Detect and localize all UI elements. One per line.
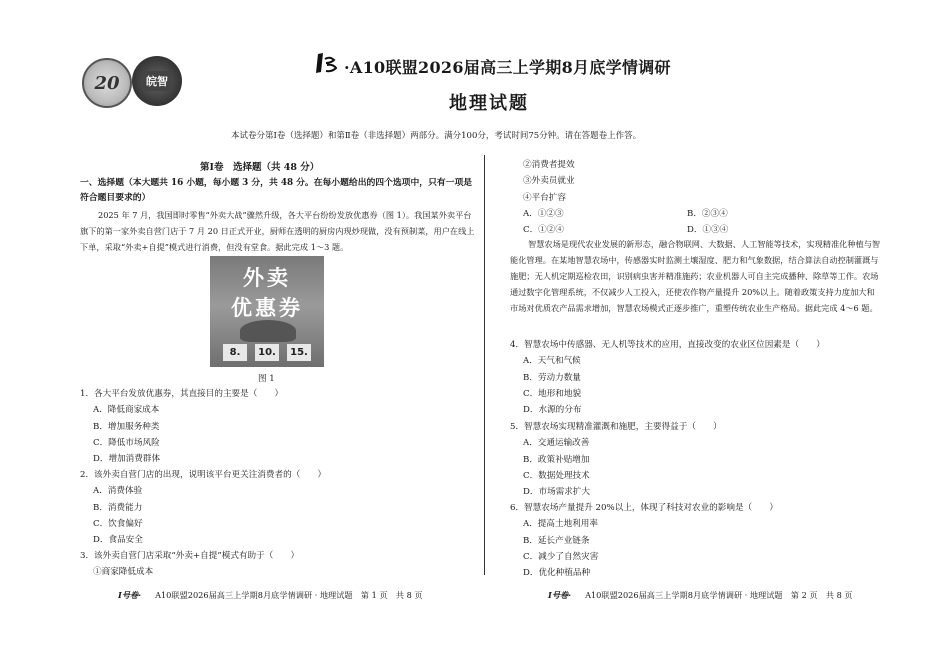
question-3 — [80, 548, 460, 581]
footer-brand: I号卷· — [548, 590, 572, 600]
passage-delivery: 2025 年 7 月，我国即时零售“外卖大战”骤然升级，各大平台纷纷发放优惠券（图 1）。我国某外卖平台旗下的第一家外卖自营门店于 7 月 20 日正式开业，厨师在透明的厨房内现炒现做，没有预制菜，用户在线上下单，采取“外卖+自提”模式进行消费，但没有堂食。据此完成 1～3 题。 — [80, 210, 475, 252]
page-footer-right — [548, 590, 853, 601]
option: A．提高土地利用率 — [523, 519, 598, 530]
coupon-line-2: 优惠券 — [231, 296, 303, 320]
option: C．数据处理技术 — [523, 470, 590, 481]
option: B．增加服务种类 — [93, 421, 160, 432]
option: C．降低市场风险 — [93, 437, 160, 448]
option: C．地形和地貌 — [523, 388, 582, 399]
figure-caption: 图 1 — [258, 374, 275, 384]
exam-main-title: ·A10联盟2026届高三上学期8月底学情调研 — [344, 58, 671, 77]
option: B．劳动力数量 — [523, 372, 581, 383]
option-item: ④平台扩容 — [523, 192, 566, 203]
page-footer-left — [118, 590, 423, 601]
question-stem: 5．智慧农场实现精准灌溉和施肥，主要得益于（ ） — [510, 422, 722, 432]
option: B．消费能力 — [93, 502, 143, 513]
logo-text: 皖智 — [143, 71, 171, 91]
option: D．①③④ — [687, 225, 729, 236]
brand-mark-icon — [314, 51, 344, 75]
section-title: 第Ⅰ卷 选择题（共 48 分） — [200, 162, 320, 173]
question-5 — [510, 419, 890, 500]
option-row — [510, 206, 880, 222]
coupon-amount: 10. — [255, 344, 279, 361]
coupon-amount: 8. — [223, 344, 247, 361]
question-1 — [80, 386, 460, 467]
option: D．优化种植品种 — [523, 568, 591, 579]
wanzhi-education-logo — [132, 56, 182, 106]
footer-text: A10联盟2026届高三上学期8月底学情调研 · 地理试题 第 1 页 共 8 页 — [155, 590, 423, 600]
option: D．增加消费群体 — [93, 454, 161, 465]
question-2 — [80, 467, 460, 548]
footer-text: A10联盟2026届高三上学期8月底学情调研 · 地理试题 第 2 页 共 8 页 — [585, 590, 853, 600]
option: B．政策补贴增加 — [523, 454, 590, 465]
option-item: ③外卖员就业 — [523, 176, 575, 187]
question-3-continued — [510, 157, 880, 238]
exam-instructions: 本试卷分第Ⅰ卷（选择题）和第Ⅱ卷（非选择题）两部分。满分100分，考试时间75分钟。请在答题卷上作答。 — [231, 131, 642, 141]
option: D．食品安全 — [93, 535, 143, 546]
question-stem: 3．该外卖自营门店采取“外卖+自提”模式有助于（ ） — [80, 551, 300, 561]
question-stem: 2．该外卖自营门店的出现，说明该平台更关注消费者的（ ） — [80, 470, 327, 480]
question-stem: 1．各大平台发放优惠券，其直接目的主要是（ ） — [80, 389, 284, 399]
option: B．延长产业链条 — [523, 535, 590, 546]
option: B．②③④ — [687, 208, 728, 219]
option: D．水源的分布 — [523, 405, 582, 416]
option: C．减少了自然灾害 — [523, 551, 599, 562]
option: A．交通运输改善 — [523, 438, 590, 449]
section-description: 一、选择题（本大题共 16 小题，每小题 3 分，共 48 分。在每小题给出的四个选项中，只有一项是符合题目要求的） — [80, 178, 473, 203]
footer-brand: I号卷· — [118, 590, 142, 600]
coupon-decoration — [240, 320, 296, 342]
question-stem: 4．智慧农场中传感器、无人机等技术的应用，直接改变的农业区位因素是（ ） — [510, 340, 825, 350]
figure-coupon-image — [210, 256, 324, 367]
option: A．①②③ — [523, 208, 564, 219]
option: ①商家降低成本 — [93, 567, 154, 578]
column-divider — [484, 155, 485, 575]
option: A．天气和气候 — [523, 356, 581, 367]
coupon-amount: 15. — [287, 344, 311, 361]
passage-smart-farm: 智慧农场是现代农业发展的新形态，融合物联网、大数据、人工智能等技术，实现精准化种植与智能化管理。在某地智慧农场中，传感器实时监测土壤湿度、肥力和气象数据，结合算法自动控制灌溉与施肥；无人机定期巡检农田，识别病虫害并精准施药；农业机器人可自主完成播种、除草等工作。农场通过数字化管理系统，不仅减少人工投入，还使农作物产量提升 20%以上。随着政策支持力度加大和市场对优质农产品需求增加，智慧农场模式正逐步推广，重塑传统农业生产格局。据此完成 4～6 题。 — [510, 239, 881, 313]
school-logo-20 — [82, 58, 132, 108]
question-stem: 6．智慧农场产量提升 20%以上，体现了科技对农业的影响是（ ） — [510, 503, 778, 513]
option: C．饮食偏好 — [93, 518, 143, 529]
option: D．市场需求扩大 — [523, 487, 591, 498]
option: A．降低商家成本 — [93, 405, 160, 416]
option-item: ②消费者提效 — [523, 160, 575, 170]
question-6 — [510, 500, 890, 581]
subject-title: 地理试题 — [449, 93, 529, 114]
option: C．①②④ — [523, 225, 564, 236]
option: A．消费体验 — [93, 486, 143, 497]
coupon-line-1: 外卖 — [243, 266, 291, 290]
logo-number: 20 — [94, 72, 120, 94]
question-4 — [510, 337, 890, 418]
